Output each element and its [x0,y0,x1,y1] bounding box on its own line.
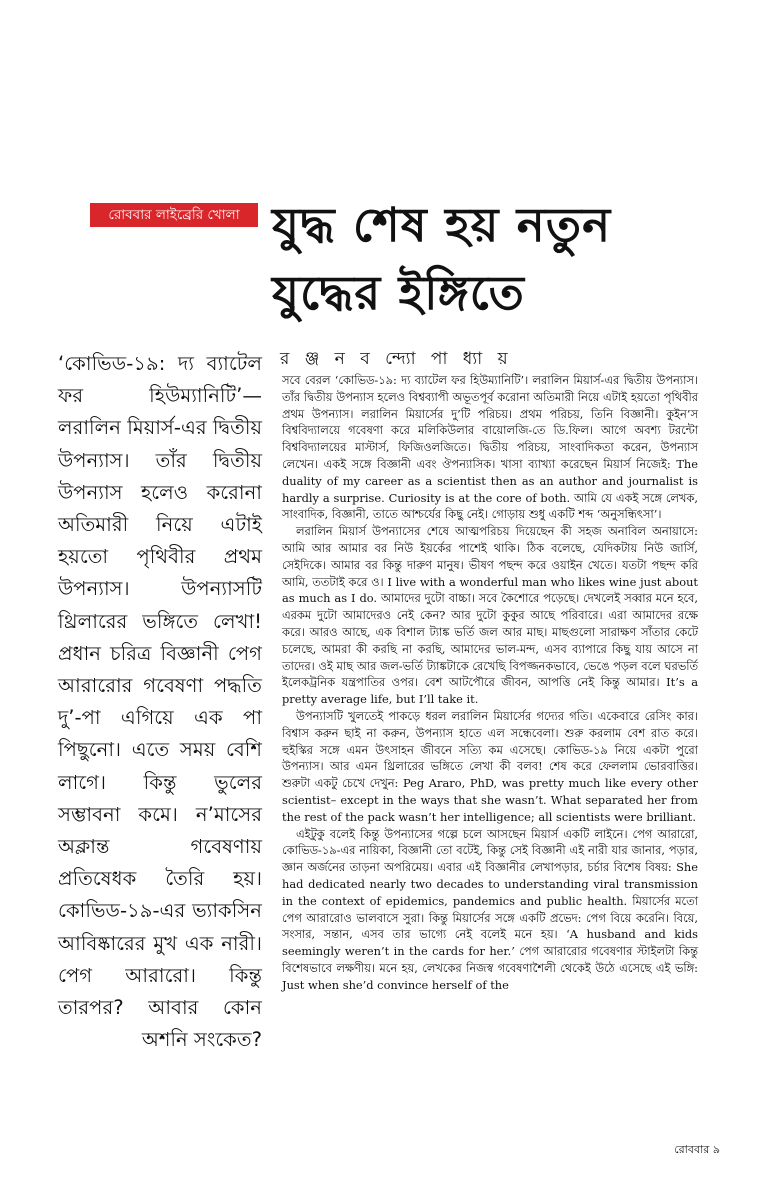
headline-line-2: যুদ্ধের ইঙ্গিতে [272,266,525,321]
byline: র ঞ্জ ন ব ন্দ্যো পা ধ্যা য় [280,349,513,369]
headline [272,192,692,328]
body-paragraph: উপন্যাসটি খুলতেই পাকড়ে ধরল লরালিন মিয়ার্সের গদ্যের গতি। একেবারে রেসিং কার। বিশ্বাস করুন ছাই না করুন, উপন্যাস হাতে এল সন্ধেবেলা। শুরু করলাম বেশ রাত করে। হুইস্কির সঙ্গে এমন উৎসাহন জীবনে সত্যি কম এসেছে। কোভিড-১৯ নিয়ে একটা পুরো উপন্যাস। আর এমন থ্রিলারের ভঙ্গিতে লেখা কী বলব! শেষ করে ফেললাম ভোরবাত্তির। শুরুটা একটু চেখে দেখুন: Peg Araro, PhD, was pretty much like every other scientist– except in the ways that she wasn’t. What separated her from the rest of the pack wasn’t her intelligence; all scientists were brilliant. [282,708,698,824]
section-badge: রোববার লাইব্রেরি খোলা [90,203,258,227]
body-paragraph: লরালিন মিয়ার্স উপন্যাসের শেষে আত্মপরিচয় দিয়েছেন কী সহজ অনাবিল অনায়াসে: আমি আর আমার বর নিউ ইয়র্কের পাশেই থাকি। ঠিক বলেছে, যেদিকটায় নিউ জার্সি, সেইদিকে। আমার বর কিন্তু দারুণ মানুষ। ভীষণ পছন্দ করে ওয়াইন খেতে। যতটা পছন্দ করি আমি, ততটাই করে ও। I live with a wonderful man who likes wine just about as much as I do. আমাদের দুটো বাচ্চা। সবে কৈশোরে পড়েছে। দেখলেই সব্বার মনে হবে, এরকম দুটো আমাদেরও নেই কেন? আর দুটো কুকুর আছে পরিবারে। এরা আমাদের রক্ষে করে। আরও আছে, এক বিশাল ট্যাঙ্ক ভর্তি জল আর মাছ। মাছগুলো সারাক্ষণ সাঁতার কেটে চলেছে, আমরা কী করছি না করছি, আমাদের ভাল-মন্দ, এসব ব্যাপারে কিছু যায় আসে না তাদের। ওই মাছ আর জল-ভর্তি ট্যাঙ্কটাকে রেখেছি বিপজ্জনকভাবে, ভেঙে পড়ল বলে ঘরভর্তি ইলেকট্রনিক যন্ত্রপাতির ওপর। বেশ আটপৌরে জীবন, আপত্তি নেই কিন্তু আমার। It’s a pretty average life, but I’ll take it. [282,524,698,707]
headline-line-1: যুদ্ধ শেষ হয় নতুন [272,198,612,253]
body-paragraph: সবে বেরল ‘কোভিড-১৯: দ্য ব্যাটেল ফর হিউম্যানিটি’। লরালিন মিয়ার্স-এর দ্বিতীয় উপন্যাস। তাঁর দ্বিতীয় উপন্যাস হলেও বিশ্বব্যাপী অভূতপূর্ব করোনা অতিমারী নিয়ে এটাই হয়তো পৃথিবীর প্রথম উপন্যাস। লরালিন মিয়ার্সের দু’টি পরিচয়। প্রথম পরিচয়, তিনি বিজ্ঞানী। কুইন’স বিশ্ববিদ্যালয়ে গবেষণা করে মলিকিউলার বায়োলজি-তে ডি.ফিল। আগে অবশ্য টরন্টো বিশ্ববিদ্যালয়ের মাস্টার্স, ফিজিওলজিতে। দ্বিতীয় পরিচয়, সাংবাদিকতা করেন, উপন্যাস লেখেন। একই সঙ্গে বিজ্ঞানী এবং ঔপন্যাসিক। খাসা ব্যাখ্যা করেছেন মিয়ার্স নিজেই: The duality of my career as a scientist then as an author and journalist is hardly a surprise. Curiosity is at the core of both. আমি যে একই সঙ্গে লেখক, সাংবাদিক, বিজ্ঞানী, তাতে আশ্চর্যের কিছু নেই। গোড়ায় শুধু একটি শব্দ ‘অনুসন্ধিৎসা’। [282,373,698,522]
article-body [282,372,698,993]
body-paragraph: এইটুকু বলেই কিন্তু উপন্যাসের গল্পে চলে আসছেন মিয়ার্স একটি লাইনে। পেগ আরারো, কোভিড-১৯-এর নায়িকা, বিজ্ঞানী তো বটেই, কিন্তু সেই বিজ্ঞানী এই নারী যার জানার, পড়ার, জ্ঞান অর্জনের তাড়না অপরিমেয়। এবার এই বিজ্ঞানীর লেখাপড়ার, চর্চার বিশেষ বিষয়: She had dedicated nearly two decades to understanding viral transmission in the context of epidemics, pandemics and public health. মিয়ার্সের মতো পেগ আরারোও ভালবাসে সুরা। কিন্তু মিয়ার্সের সঙ্গে একটি প্রভেদ: পেগ বিয়ে করেনি। বিয়ে, সংসার, সন্তান, এসব তার ভাগ্যে নেই বলেই মনে হয়। ‘A husband and kids seemingly weren’t in the cards for her.’ পেগ আরারোর গবেষণার স্টাইলটা কিন্তু বিশেষভাবে লক্ষণীয়। মনে হয়, লেখকের নিজস্ব গবেষণাশৈলী থেকেই উঠে এসেছে এই ভঙ্গি: Just when she’d convince herself of the [282,826,698,992]
pull-quote: ‘কোভিড-১৯: দ্য ব্যাটেল ফর হিউম্যানিটি’— লরালিন মিয়ার্স-এর দ্বিতীয় উপন্যাস। তাঁর দ্বিতীয় উপন্যাস হলেও করোনা অতিমারী নিয়ে এটাই হয়তো পৃথিবীর প্রথম উপন্যাস। উপন্যাসটি থ্রিলারের ভঙ্গিতে লেখা! প্রধান চরিত্র বিজ্ঞানী পেগ আরারোর গবেষণা পদ্ধতি দু’-পা এগিয়ে এক পা পিছুনো। এতে সময় বেশি লাগে। কিন্তু ভুলের সম্ভাবনা কমে। ন’মাসের অক্লান্ত গবেষণায় প্রতিষেধক তৈরি হয়। কোভিড-১৯-এর ভ্যাকসিন আবিষ্কারের মুখ এক নারী। পেগ আরারো। কিন্তু তারপর? আবার কোন অশনি সংকেত? [58,352,262,1052]
page-footer: রোববার ৯ [674,1143,720,1156]
